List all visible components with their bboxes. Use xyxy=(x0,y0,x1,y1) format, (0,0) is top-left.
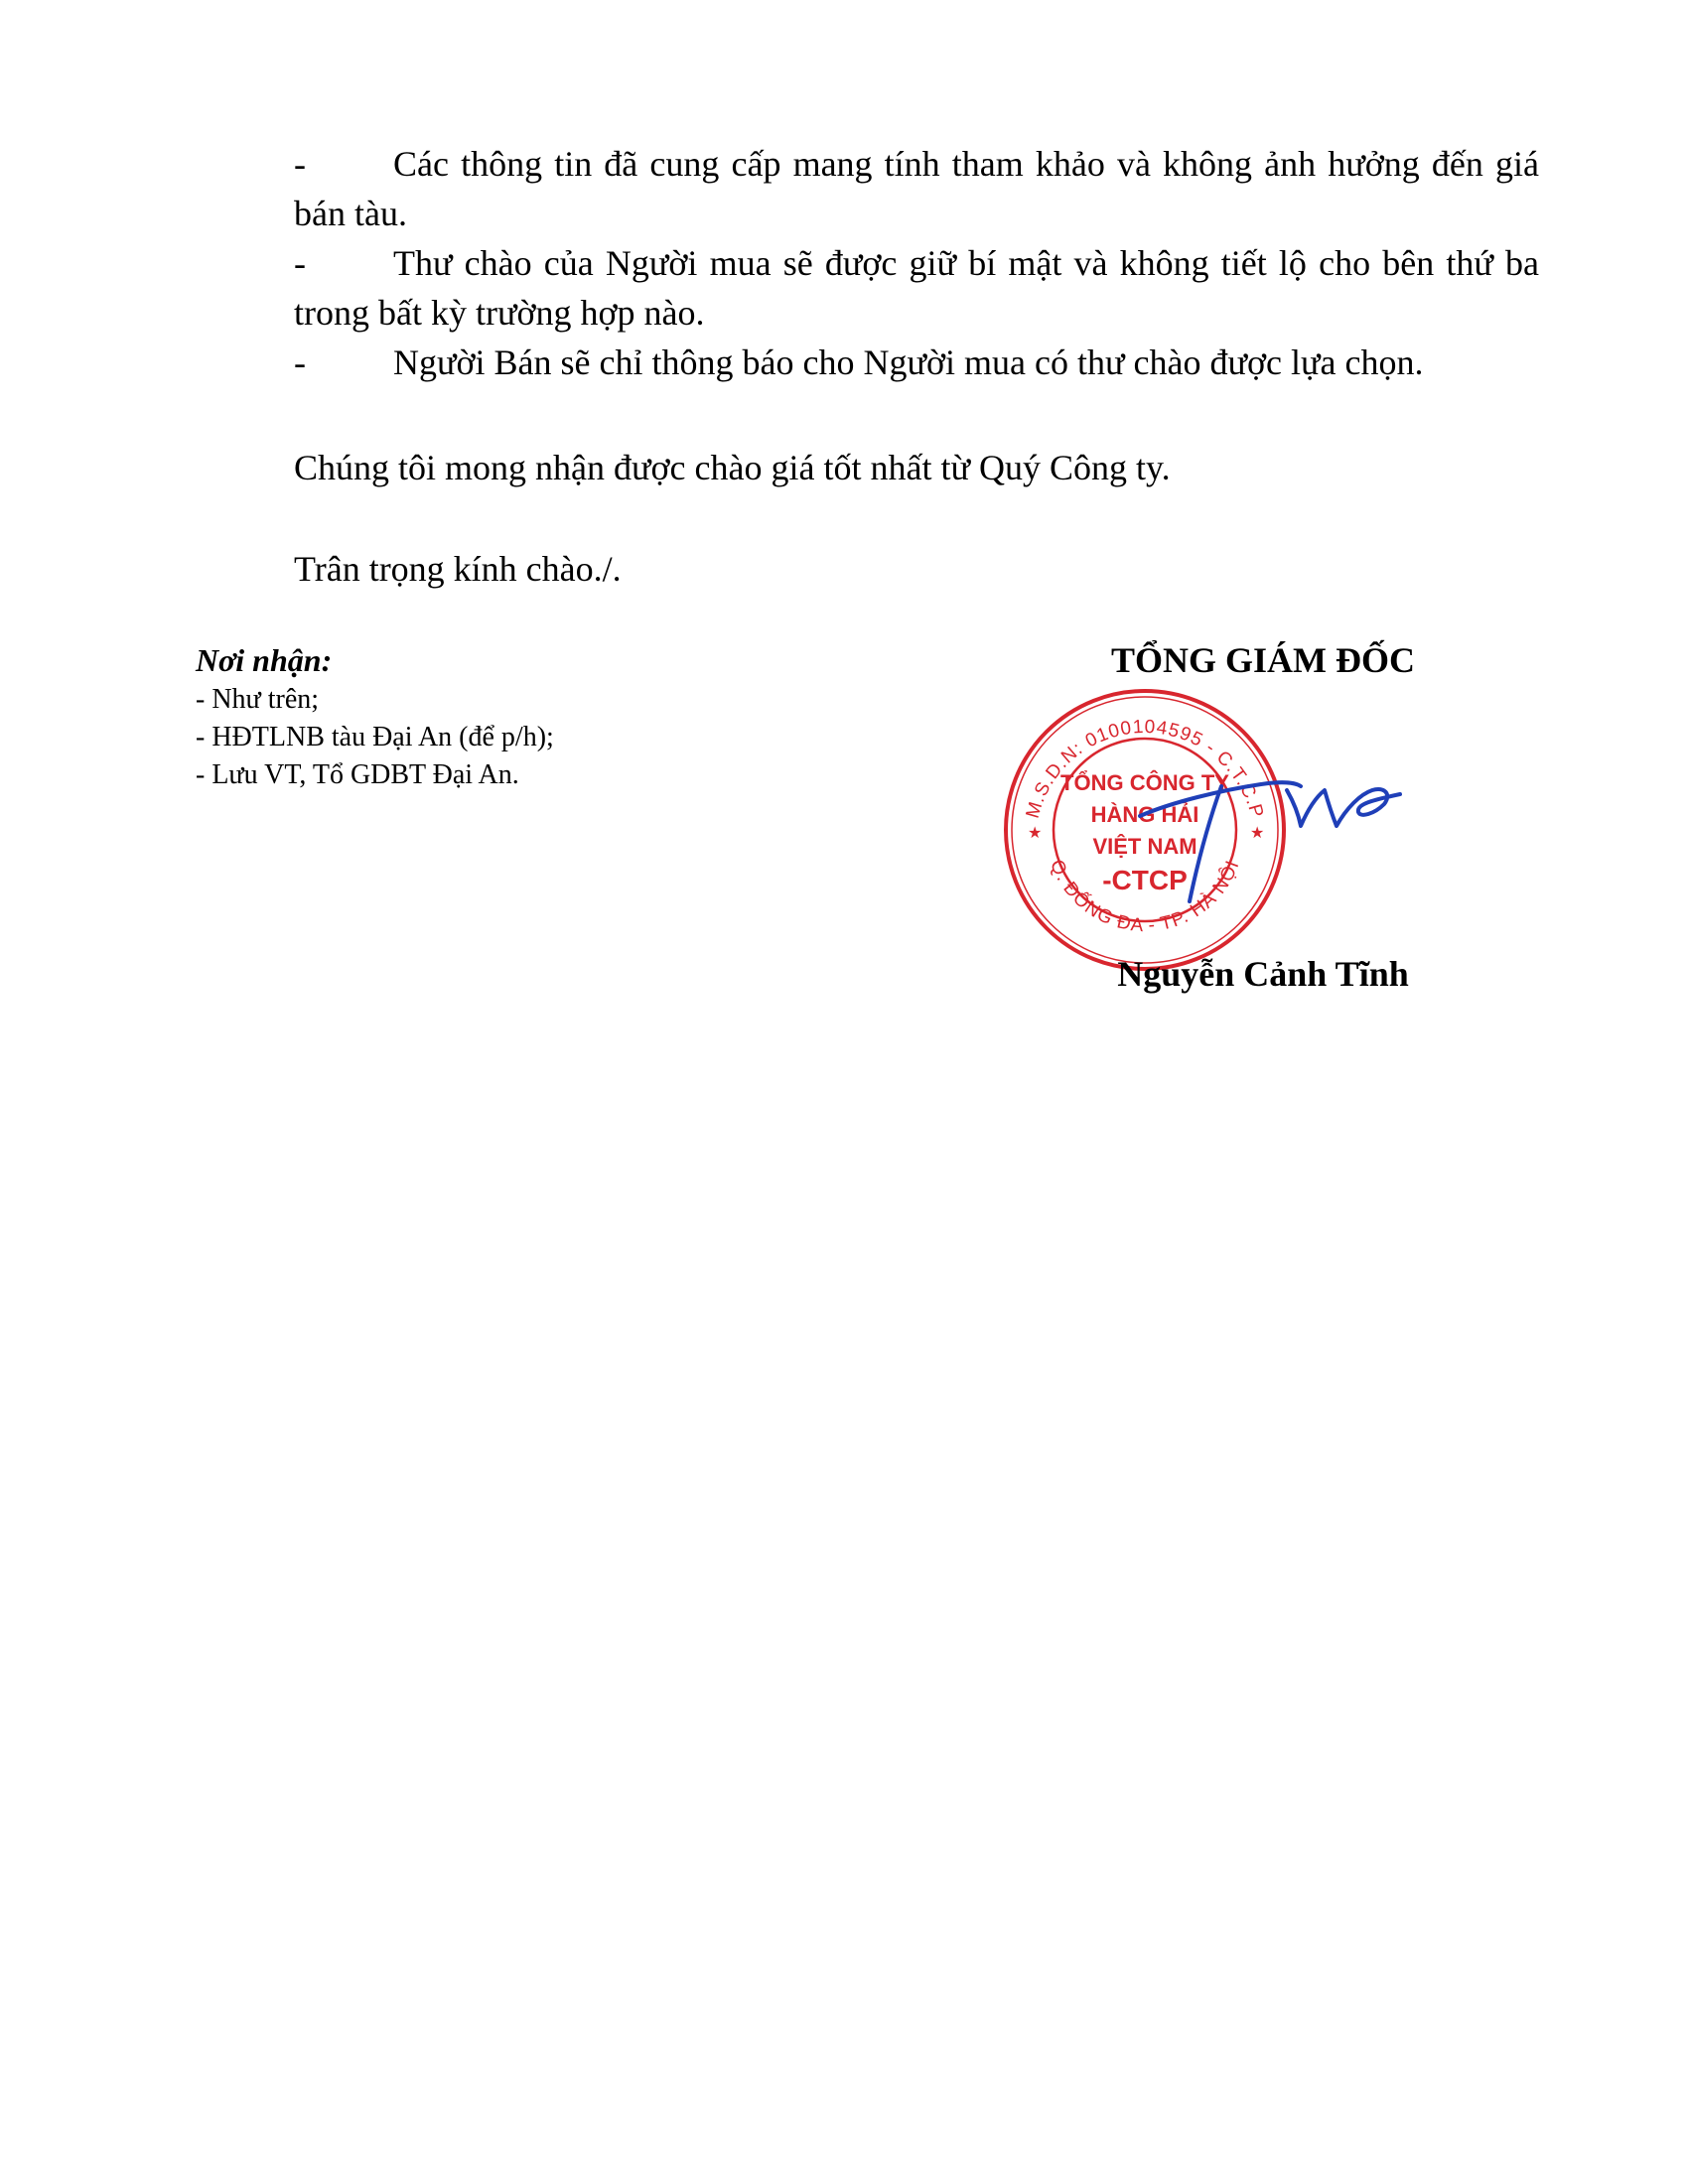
note-dash: - xyxy=(294,243,306,283)
seal-ring-text-bottom: Q. ĐỐNG ĐA - TP. HÀ NỘI xyxy=(1046,857,1244,937)
seal-center-line: HÀNG HẢI xyxy=(1090,802,1199,827)
seal-center-line: VIỆT NAM xyxy=(1092,834,1197,859)
note-text: Thư chào của Người mua sẽ được giữ bí mật và không tiết lộ cho bên thứ ba trong bất kỳ trường hợp nào. xyxy=(294,243,1539,333)
closing-regards: Trân trọng kính chào./. xyxy=(294,549,622,589)
handwritten-signature-icon xyxy=(1112,725,1430,913)
recipients-heading: Nơi nhận: xyxy=(196,642,333,678)
closing-request: Chúng tôi mong nhận được chào giá tốt nhất từ Quý Công ty. xyxy=(294,448,1171,487)
recipient-item: - Lưu VT, Tổ GDBT Đại An. xyxy=(196,759,519,790)
seal-center-line: -CTCP xyxy=(1102,865,1188,895)
note-dash: - xyxy=(294,144,306,184)
signatory-title: TỔNG GIÁM ĐỐC xyxy=(1111,640,1415,680)
note-text: Người Bán sẽ chỉ thông báo cho Người mua có thư chào được lựa chọn. xyxy=(393,342,1424,382)
note-item xyxy=(294,338,1539,387)
note-item xyxy=(294,238,1539,338)
recipient-item: - HĐTLNB tàu Đại An (để p/h); xyxy=(196,722,554,752)
note-text: Các thông tin đã cung cấp mang tính tham khảo và không ảnh hưởng đến giá bán tàu. xyxy=(294,144,1539,233)
seal-star-icon: ★ xyxy=(1250,823,1265,842)
notes-list xyxy=(294,139,1539,387)
seal-center-line: TỔNG CÔNG TY xyxy=(1060,770,1229,795)
seal-ring-text: M.S.D.N: 0100104595 - C.T.C.P xyxy=(1022,716,1268,821)
note-item xyxy=(294,139,1539,238)
note-dash: - xyxy=(294,342,306,382)
recipients-block xyxy=(196,639,554,794)
signatory-name: Nguyễn Cảnh Tĩnh xyxy=(1117,954,1409,994)
recipient-item: - Như trên; xyxy=(196,684,320,715)
seal-star-icon: ★ xyxy=(1028,823,1043,842)
